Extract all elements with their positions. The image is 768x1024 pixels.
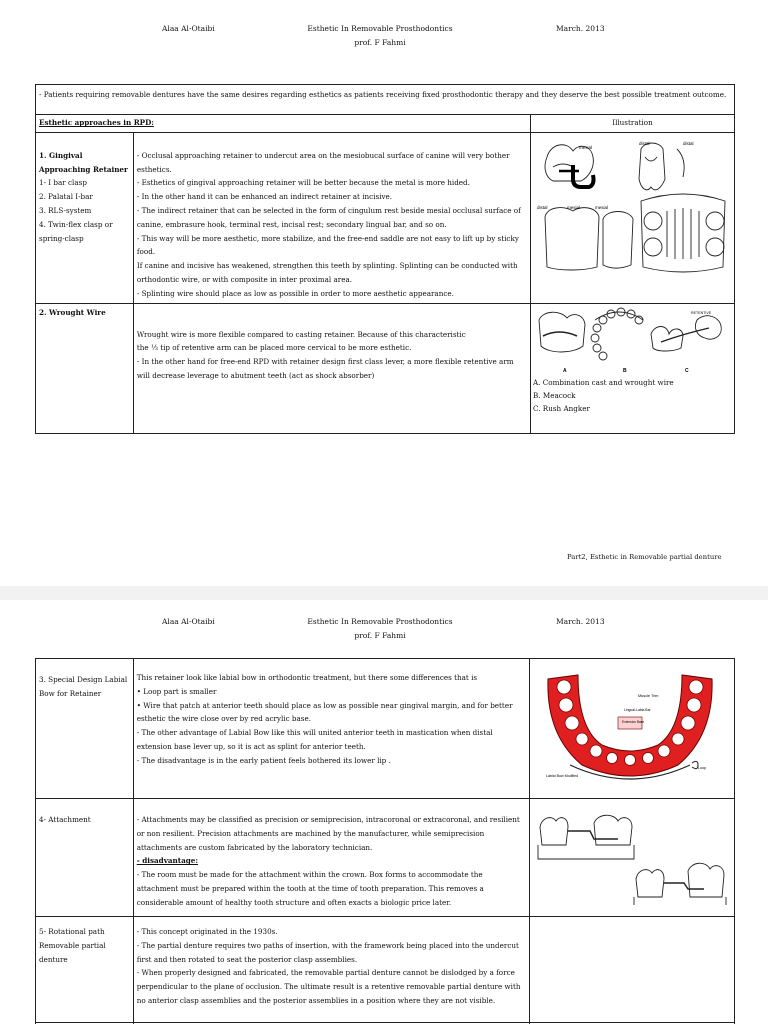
row1-paragraph: - Occlusal approaching retainer to undercut area on the mesiobucal surface of canine will very bother esthetics. xyxy=(136,150,510,174)
header-author: Alaa Al-Otaibi xyxy=(162,24,215,33)
row3-paragraph: This retainer look like labial bow in orthodontic treatment, but there some differences that is xyxy=(136,673,478,682)
header-author: Alaa Al-Otaibi xyxy=(162,617,215,626)
row4-heading: 4- Attachment xyxy=(39,815,91,824)
row4-illustration-cell xyxy=(529,799,734,917)
disadvantage-label: - disadvantage: xyxy=(136,856,198,866)
fig-letter: C xyxy=(684,367,689,374)
page-header xyxy=(0,617,768,647)
row5-illustration-cell xyxy=(529,917,734,1023)
row1-item: 3. RLS-system xyxy=(39,205,92,215)
approaches-label: Esthetic approaches in RPD: xyxy=(36,115,531,133)
page-footer: Part2, Esthetic in Removable partial denture xyxy=(567,553,722,561)
row2-illustration-cell xyxy=(530,303,734,433)
row1-illustration-cell xyxy=(530,132,734,303)
header-title: Esthetic In Removable Prosthodontics xyxy=(307,24,453,33)
intro-cell xyxy=(36,85,735,115)
row3-paragraph: - The disadvantage is in the early patient feels bothered its lower lip . xyxy=(136,755,391,765)
fig-label: RETENTIVE xyxy=(690,310,712,315)
row1-paragraph: - This way will be more aesthetic, more stabilize, and the free-end saddle are not easy to lift up by sticky food. xyxy=(136,233,519,257)
fig-label: Labial Bow Modified xyxy=(545,774,579,778)
row5-heading: 5- Rotational path Removable partial denture xyxy=(39,927,106,964)
page-header xyxy=(0,24,768,54)
document-page-2 xyxy=(0,600,768,1024)
row2-heading-cell xyxy=(36,303,134,433)
row4-paragraph: - Attachments may be classified as precision or semiprecision, intracoronal or extracoronal, and resilient or non resilient. Precision attachments are machined by the manufacturer, while semiprecision attachments are custom fabricated by the laboratory technician. xyxy=(136,815,520,852)
labial-bow-illustration xyxy=(542,665,718,785)
fig-label: Loop xyxy=(697,766,706,770)
fig-label: Extension Base xyxy=(621,720,645,724)
row3-heading: 3. Special Design Labial Bow for Retainer xyxy=(39,675,128,698)
row1-item: 4. Twin-flex clasp or spring-clasp xyxy=(39,219,113,243)
row5-paragraph: - When properly designed and fabricated, the removable partial denture cannot be dislodged by a force perpendicular to the plane of occlusion. The ultimate result is a retentive removable partial denture with no anterior clasp assemblies and the posterior assemblies in a position where they are not visible. xyxy=(136,968,521,1005)
row2-paragraph: - In the other hand for free-end RPD with retainer design first class lever, a more flexible retentive arm will decrease leverage to abutment teeth (act as shock absorber) xyxy=(136,357,514,380)
header-prof: prof. F Fahmi xyxy=(354,38,406,47)
header-prof: prof. F Fahmi xyxy=(354,631,406,640)
approaches-table-continued xyxy=(35,658,735,1024)
row2-paragraph: the ⅓ tip of retentive arm can be placed more cervical to be more esthetic. xyxy=(136,343,412,353)
row2-paragraph: Wrought wire is more flexible compared to casting retainer. Because of this characteristic xyxy=(136,329,466,339)
row4-paragraph: - The room must be made for the attachment within the crown. Box forms to accommodate the attachment must be prepared within the tooth at the time of tooth preparation. This removes a considerable amount of healthy tooth structure and often exacts a biologic price later. xyxy=(136,870,484,907)
row1-paragraph: - The indirect retainer that can be selected in the form of cingulum rest beside mesial occlusal surface of canine, embrasure hook, terminal rest, incisal rest; secondary lingual bar, and so on. xyxy=(136,205,521,229)
fig-caption: B. Meacock xyxy=(532,390,576,400)
fig-caption: A. Combination cast and wrought wire xyxy=(532,377,674,387)
row4-text-cell xyxy=(133,799,529,917)
header-date: March. 2013 xyxy=(556,617,605,626)
row3-paragraph: • Loop part is smaller xyxy=(136,686,217,696)
fig-label: Muscle Trim xyxy=(637,694,659,698)
row1-heading: 1. Gingival Approaching Retainer xyxy=(39,150,128,174)
row3-heading-cell xyxy=(36,659,134,799)
fig-label: mesial xyxy=(578,144,592,150)
row1-paragraph: - Esthetics of gingival approaching retainer will be better because the metal is more hided. xyxy=(136,178,470,188)
illustration-label: Illustration xyxy=(530,115,734,133)
row5-heading-cell xyxy=(36,917,134,1023)
fig-label: distal xyxy=(536,204,548,210)
fig-caption: C. Rush Angker xyxy=(532,403,590,413)
row1-item: 1- I bar clasp xyxy=(39,178,87,188)
row1-text-cell xyxy=(133,132,530,303)
intro-text: - Patients requiring removable dentures have the same desires regarding esthetics as patients receiving fixed prosthodontic therapy and they deserve the best possible treatment outcome. xyxy=(39,90,727,99)
approaches-table xyxy=(35,84,735,434)
row2-text-cell xyxy=(133,303,530,433)
row5-paragraph: - The partial denture requires two paths of insertion, with the framework being placed into the undercut first and then rotated to seat the posterior clasp assemblies. xyxy=(136,940,519,964)
fig-label: distal xyxy=(682,140,694,146)
header-title: Esthetic In Removable Prosthodontics xyxy=(307,617,453,626)
row3-paragraph: • Wire that patch at anterior teeth should place as low as possible near gingival margin, and for better esthetic the wire close over by red acrylic base. xyxy=(136,700,513,724)
row1-heading-cell xyxy=(36,132,134,303)
row2-heading: 2. Wrought Wire xyxy=(39,307,106,317)
row5-paragraph: - This concept originated in the 1930s. xyxy=(136,927,278,936)
fig-label: Lingual-Labia Bar xyxy=(623,708,651,712)
fig-label: mesial xyxy=(594,204,608,210)
fig-label: mesial xyxy=(566,204,580,210)
row1-item: 2. Palatal I-bar xyxy=(39,192,93,202)
fig-letter: A xyxy=(562,367,567,374)
row4-heading-cell xyxy=(36,799,134,917)
wrought-wire-illustration xyxy=(533,306,731,376)
row1-paragraph: If canine and incisive has weakened, strengthen this teeth by splinting. Splinting can be conducted with orthodontic wire, or with composite in inter proximal area. xyxy=(136,261,518,284)
row1-paragraph: - Splinting wire should place as low as possible in order to more aesthetic appearance. xyxy=(136,288,454,298)
row3-illustration-cell xyxy=(529,659,734,799)
header-date: March. 2013 xyxy=(556,24,605,33)
gingival-retainer-illustration xyxy=(533,137,731,293)
row1-paragraph: - In the other hand it can be enhanced an indirect retainer at incisive. xyxy=(136,192,393,202)
attachment-illustration xyxy=(534,809,730,905)
row5-text-cell xyxy=(133,917,529,1023)
row3-text-cell xyxy=(133,659,529,799)
row3-paragraph: - The other advantage of Labial Bow like this will united anterior teeth in mastication when distal extension base lever up, so it is act as splint for anterior teeth. xyxy=(136,728,493,751)
fig-letter: B xyxy=(622,367,627,374)
fig-label: distal xyxy=(638,140,650,146)
